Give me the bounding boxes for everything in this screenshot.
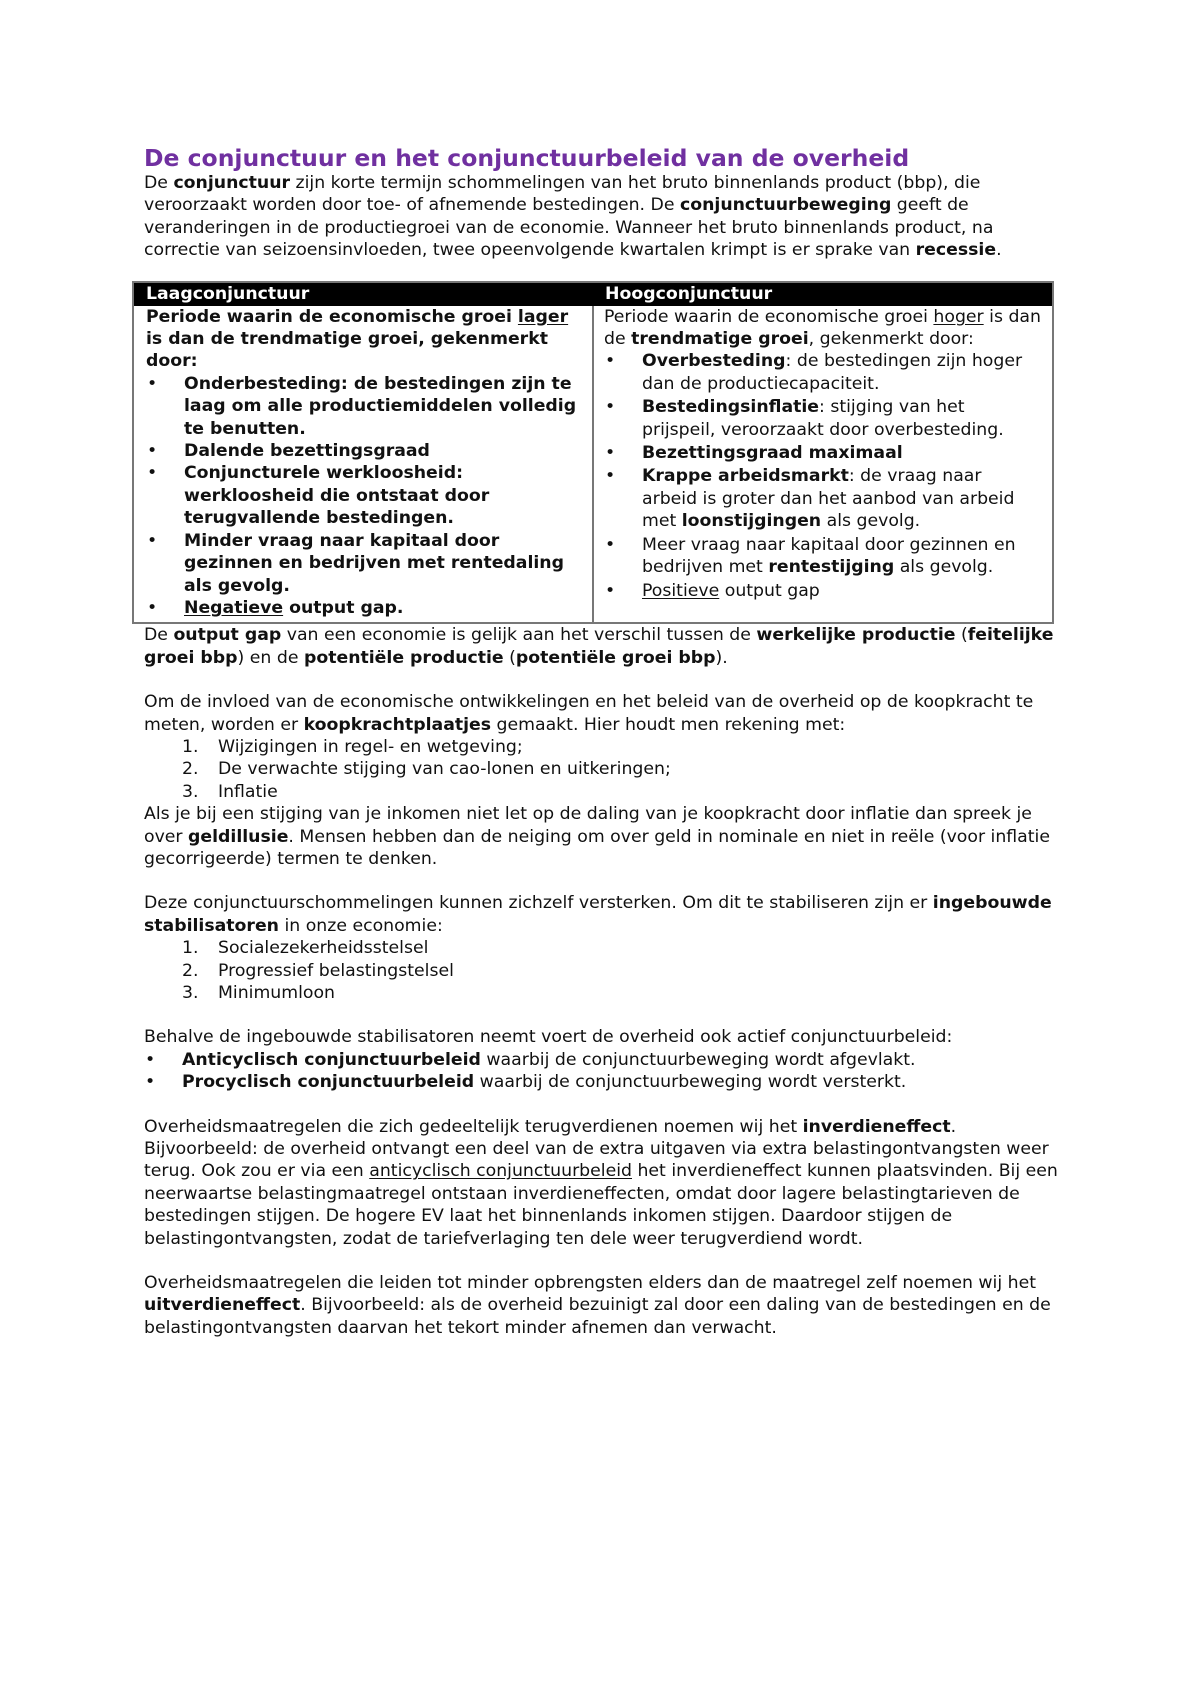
stabilisatoren-list xyxy=(144,937,1062,1004)
bold-term: rentestijging xyxy=(768,557,895,578)
bullet-icon: • xyxy=(605,351,616,372)
beleid-paragraph: Behalve de ingebouwde stabilisatoren neemt voert de overheid ook actief conjunctuurbeleid: xyxy=(144,1027,953,1048)
list-item: • Anticyclisch conjunctuurbeleid waarbij de conjunctuurbeweging wordt afgevlakt. xyxy=(145,1049,916,1070)
uitverdieneffect-paragraph: Overheidsmaatregelen die leiden tot minder opbrengsten elders dan de maatregel zelf noemen wij het uitverdieneffect. Bijvoorbeeld: als de overheid bezuinigt zal door een daling van de bestedingen en de belastingontvangsten daarvan het tekort minder afnemen dan verwacht. xyxy=(144,1273,1051,1338)
item-number: 3. xyxy=(182,983,199,1003)
bold-term: potentiële productie xyxy=(303,647,504,668)
underlined-term: hoger xyxy=(933,306,984,327)
bold-term: conjunctuurbeweging xyxy=(679,195,892,216)
list-item: • Procyclisch conjunctuurbeleid waarbij de conjunctuurbeweging wordt versterkt. xyxy=(145,1072,907,1093)
bullet-icon: • xyxy=(605,580,616,601)
bold-term: Procyclisch conjunctuurbeleid xyxy=(182,1072,475,1093)
bullet-icon: • xyxy=(147,441,158,462)
item-number: 3. xyxy=(182,781,199,802)
bold-term: Bestedingsinflatie xyxy=(642,397,820,418)
conjunctuur-table xyxy=(132,281,1054,625)
bullet-icon: • xyxy=(605,443,616,464)
bold-term: recessie xyxy=(915,240,997,261)
bold-term: output gap xyxy=(173,625,282,646)
bold-term: werkelijke productie xyxy=(756,625,956,646)
bullet-icon: • xyxy=(605,466,616,487)
cell-laagconjunctuur xyxy=(133,306,593,624)
numbered-item: 1. Wijzigingen in regel- en wetgeving; xyxy=(182,736,523,757)
underlined-term: Negatieve xyxy=(184,597,284,618)
koopkracht-paragraph: Om de invloed van de economische ontwikkelingen en het beleid van de overheid op de koopkracht te meten, worden er koopkrachtplaatjes gemaakt. Hier houdt men rekening met: xyxy=(144,692,1034,735)
item-number: 1. xyxy=(182,938,199,959)
list-item: • Onderbesteding: de bestedingen zijn te laag om alle productiemiddelen volledig te benutten. xyxy=(147,373,577,439)
bold-term: Bezettingsgraad maximaal xyxy=(642,443,903,464)
item-number: 2. xyxy=(182,759,199,780)
item-number: 2. xyxy=(182,960,199,981)
numbered-item: 3. Inflatie xyxy=(182,781,278,802)
intro-paragraph: De conjunctuur zijn korte termijn schommelingen van het bruto binnenlands product (bbp), die veroorzaakt worden door toe- of afnemende bestedingen. De conjunctuurbeweging geeft de veranderingen in de productiegroei van de economie. Wanneer het bruto binnenlands product, na correctie van seizoensinvloeden, twee opeenvolgende kwartalen krimpt is er sprake van recessie. xyxy=(144,173,1002,261)
bullet-icon: • xyxy=(147,597,158,618)
bold-term: potentiële groei bbp xyxy=(515,647,716,668)
numbered-item: 3. Minimumloon xyxy=(182,983,335,1003)
list-item: • Minder vraag naar kapitaal door gezinnen en bedrijven met rentedaling als gevolg. xyxy=(147,530,564,596)
underlined-term: Positieve xyxy=(642,580,720,601)
list-item: • Dalende bezettingsgraad xyxy=(147,441,430,462)
spacer xyxy=(144,1250,1062,1272)
cell-hoogconjunctuur xyxy=(593,306,1053,624)
bullet-icon: • xyxy=(147,373,158,394)
laag-intro: Periode waarin de economische groei lager is dan de trendmatige groei, gekenmerkt door: xyxy=(146,306,569,372)
bold-term: loonstijgingen xyxy=(681,511,822,532)
bullet-icon: • xyxy=(147,530,158,551)
bold-term: inverdieneffect xyxy=(802,1116,951,1137)
header-laagconjunctuur: Laagconjunctuur xyxy=(133,282,593,306)
bullet-icon: • xyxy=(605,534,616,555)
bold-term: trendmatige groei xyxy=(631,329,809,350)
bold-term: uitverdieneffect xyxy=(144,1295,301,1316)
list-item: • Bestedingsinflatie: stijging van het prijspeil, veroorzaakt door overbesteding. xyxy=(605,397,1004,440)
underlined-term: anticyclisch conjunctuurbeleid xyxy=(369,1161,632,1182)
bold-term: feitelijke groei bbp xyxy=(144,625,1054,668)
beleid-bullet-list xyxy=(144,1049,1062,1094)
list-item xyxy=(604,442,1042,464)
document-page xyxy=(144,144,1062,1339)
bold-term: Anticyclisch conjunctuurbeleid xyxy=(182,1049,481,1070)
hoog-bullet-list xyxy=(604,350,1042,601)
bold-term: geldillusie xyxy=(188,826,289,847)
stabilisatoren-paragraph: Deze conjunctuurschommelingen kunnen zichzelf versterken. Om dit te stabiliseren zijn er ingebouwde stabilisatoren in onze economie: xyxy=(144,893,1052,936)
spacer xyxy=(144,1004,1062,1026)
inverdieneffect-paragraph: Overheidsmaatregelen die zich gedeeltelijk terugverdienen noemen wij het inverdieneffect. Bijvoorbeeld: de overheid ontvangt een deel van de extra uitgaven via extra belastingontvangsten weer terug. Ook zou er via een anticyclisch conjunctuurbeleid het inverdieneffect kunnen plaatsvinden. Bij een neerwaartse belastingmaatregel ontstaan inverdieneffecten, omdat door lagere belastingtarieven de bestedingen stijgen. De hogere EV laat het binnenlands inkomen stijgen. Daardoor stijgen de belastingontvangsten, zodat de tariefverlaging ten dele weer terugverdiend wordt. xyxy=(144,1116,1058,1249)
bullet-icon: • xyxy=(605,397,616,418)
list-item: • Conjuncturele werkloosheid: werkloosheid die ontstaat door terugvallende bestedingen. xyxy=(147,463,490,529)
spacer xyxy=(144,1094,1062,1116)
numbered-item: 1. Socialezekerheidsstelsel xyxy=(182,938,429,959)
geldillusie-paragraph: Als je bij een stijging van je inkomen niet let op de daling van je koopkracht door inflatie dan spreek je over geldillusie. Mensen hebben dan de neiging om over geld in nominale en niet in reële (voor inflatie gecorrigeerde) termen te denken. xyxy=(144,804,1050,869)
numbered-item: 2. Progressief belastingstelsel xyxy=(182,960,454,981)
list-item: • Positieve output gap xyxy=(605,580,820,601)
bold-term: ingebouwde stabilisatoren xyxy=(144,893,1052,936)
output-gap-paragraph: De output gap van een economie is gelijk aan het verschil tussen de werkelijke productie (feitelijke groei bbp) en de potentiële productie (potentiële groei bbp). xyxy=(144,625,1054,668)
page-title: De conjunctuur en het conjunctuurbeleid van de overheid xyxy=(144,144,910,172)
hoog-intro: Periode waarin de economische groei hoger is dan de trendmatige groei, gekenmerkt door: xyxy=(604,306,1041,350)
bold-term: Overbesteding xyxy=(642,351,786,372)
item-number: 1. xyxy=(182,736,199,757)
bold-term: koopkrachtplaatjes xyxy=(303,714,492,735)
bullet-icon: • xyxy=(145,1049,156,1070)
bullet-icon: • xyxy=(147,463,158,484)
numbered-item: 2. De verwachte stijging van cao-lonen en uitkeringen; xyxy=(182,759,671,780)
bold-term: conjunctuur xyxy=(173,173,291,193)
list-item: • Negatieve output gap. xyxy=(147,597,404,618)
bold-term: Krappe arbeidsmarkt xyxy=(642,466,849,487)
header-hoogconjunctuur: Hoogconjunctuur xyxy=(593,282,1053,306)
list-item: • Meer vraag naar kapitaal door gezinnen en bedrijven met rentestijging als gevolg. xyxy=(605,534,1016,578)
bullet-icon: • xyxy=(145,1072,156,1093)
spacer xyxy=(144,870,1062,892)
laag-bullet-list xyxy=(146,373,582,619)
spacer xyxy=(144,669,1062,691)
underlined-term: lager xyxy=(517,306,569,327)
list-item: • Krappe arbeidsmarkt: de vraag naar arbeid is groter dan het aanbod van arbeid met loonstijgingen als gevolg. xyxy=(605,466,1015,532)
koopkracht-list xyxy=(144,736,1062,803)
list-item: • Overbesteding: de bestedingen zijn hoger dan de productiecapaciteit. xyxy=(605,351,1023,394)
